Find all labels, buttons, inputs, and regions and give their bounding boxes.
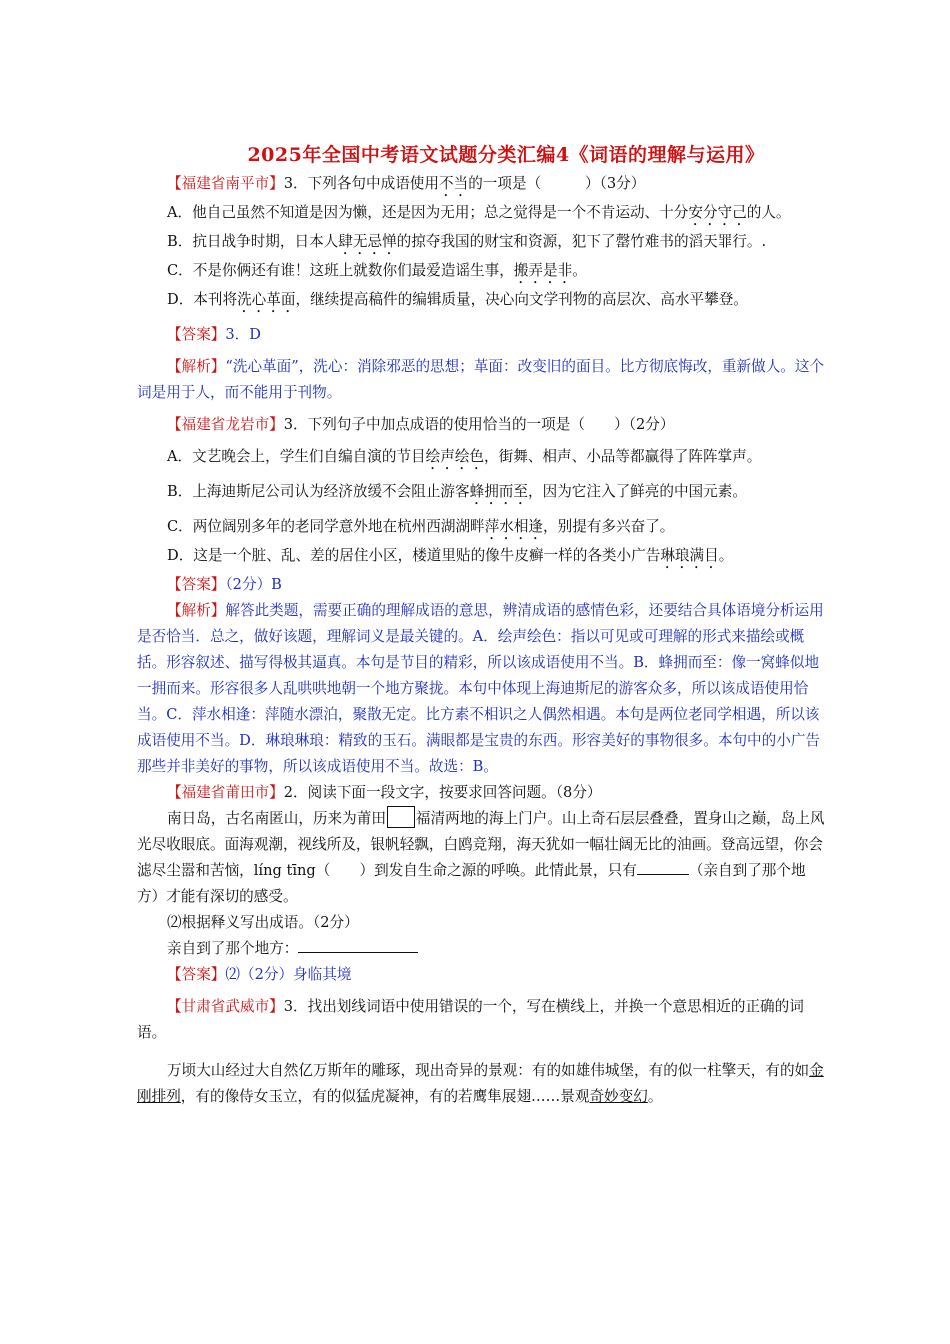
- document-title: 2025年全国中考语文试题分类汇编4《词语的理解与运用》: [247, 144, 765, 166]
- q3-sub-question: ⑵根据释义写出成语。（2分）: [167, 914, 359, 931]
- q2-analysis: 【解析】解答此类题，需要正确的理解成语的意思，辨清成语的感情色彩，还要结合具体语境分析运用是否恰当．总之，做好该题，理解词义是最关键的。A．绘声绘色：指以可见或可理解的形式来描绘或概括。形容叙述、描写得极其逼真。本句是节目的精彩，所以该成语使用不当。B．蜂拥而至：像一窝蜂似地一拥而来。形容很多人乱哄哄地朝一个地方聚拢。本句中体现上海迪斯尼的游客众多，所以该成语使用恰当。C．萍水相逢：萍随水漂泊，聚散无定。比方素不相识之人偶然相遇。本句是两位老同学相遇，所以该成语使用不当。D．琳琅琳琅：精致的玉石。满眼都是宝贵的东西。形容美好的事物很多。本句中的小广告那些并非美好的事物，所以该成语使用不当。故选：B。: [137, 602, 824, 775]
- q3-source: 【福建省莆田市】: [167, 784, 284, 801]
- underlined-phrase: 奇妙变幻: [589, 1088, 648, 1105]
- q1-option-d: D．本刊将洗心革面，继续提高稿件的编辑质量，决心向文学刊物的高层次、高水平攀登。: [167, 291, 748, 308]
- q1-option-b: B．抗日战争时期，日本人肆无忌惮的掠夺我国的财宝和资源，犯下了罄竹难书的滔天罪行。.: [167, 233, 767, 250]
- q1-stem: 【福建省南平市】3．下列各句中成语使用不当的一项是（ ）（3分）: [167, 175, 646, 192]
- q2-source: 【福建省龙岩市】: [167, 416, 284, 433]
- answer-blank[interactable]: [298, 952, 418, 953]
- document-page: [137, 140, 827, 1110]
- q1-stem-emphasis: 不当: [439, 175, 469, 192]
- q2-option-a: A．文艺晚会上，学生们自编自演的节目绘声绘色，街舞、相声、小品等都赢得了阵阵掌声。: [167, 448, 762, 465]
- q1-source: 【福建省南平市】: [167, 175, 284, 192]
- q4-stem: 【甘肃省武威市】3．找出划线词语中使用错误的一个，写在横线上，并换一个意思相近的正确的词语。: [137, 998, 804, 1041]
- q3-passage: 南日岛，古名南匿山，历来为莆田 福清两地的海上门户。山上奇石层层叠叠，置身山之巅，岛上风光尽收眼底。面海观潮，视线所及，银帆轻飘，白鸥竞翔，海天犹如一幅壮阔无比的油画。登高远望，你会滤尽尘嚣和苦恼，líng tīng（ ）到发自生命之源的呼唤。此情此景，只有 （亲自到了那个地方）才能有深切的感受。: [137, 806, 827, 910]
- idiom-blank[interactable]: [637, 874, 689, 875]
- q2-answer: 【答案】（2分）B: [167, 576, 282, 593]
- q1-analysis: 【解析】“洗心革面”，洗心：消除邪恶的思想；革面：改变旧的面目。比方彻底悔改，重新做人。这个词是用于人，而不能用于刊物。: [137, 358, 825, 401]
- q3-sub-answer-line: 亲自到了那个地方：: [137, 936, 827, 962]
- q1-option-c: C．不是你俩还有谁！这班上就数你们最爱造谣生事，搬弄是非。: [167, 262, 587, 279]
- q4-source: 【甘肃省武威市】: [167, 998, 284, 1015]
- q2-option-b: B．上海迪斯尼公司认为经济放缓不会阻止游客蜂拥而至，因为它注入了鲜亮的中国元素。: [167, 483, 747, 500]
- underlined-phrase: 金刚排列: [137, 1062, 824, 1105]
- q3-answer: 【答案】⑵（2分）身临其境: [167, 966, 352, 983]
- answer-box[interactable]: [387, 806, 415, 828]
- q1-answer: 【答案】3．D: [167, 326, 261, 343]
- q1-option-a: A．他自己虽然不知道是因为懒，还是因为无用；总之觉得是一个不肯运动、十分安分守己的人。: [167, 204, 791, 221]
- q2-stem: 【福建省龙岩市】3．下列句子中加点成语的使用恰当的一项是（ ）（2分）: [167, 416, 675, 433]
- q2-option-d: D．这是一个脏、乱、差的居住小区，楼道里贴的像牛皮癣一样的各类小广告琳琅满目。: [167, 547, 734, 564]
- q2-option-c: C．两位阔别多年的老同学意外地在杭州西湖湖畔萍水相逢，别提有多兴奋了。: [167, 518, 675, 535]
- q4-passage: 万顷大山经过大自然亿万斯年的雕琢，现出奇异的景观：有的如雄伟城堡，有的似一柱擎天，有的如金刚排列，有的像侍女玉立，有的似猛虎凝神，有的若鹰隼展翅……景观奇妙变幻。: [137, 1062, 824, 1105]
- q3-stem: 【福建省莆田市】2．阅读下面一段文字，按要求回答问题。（8分）: [167, 784, 602, 801]
